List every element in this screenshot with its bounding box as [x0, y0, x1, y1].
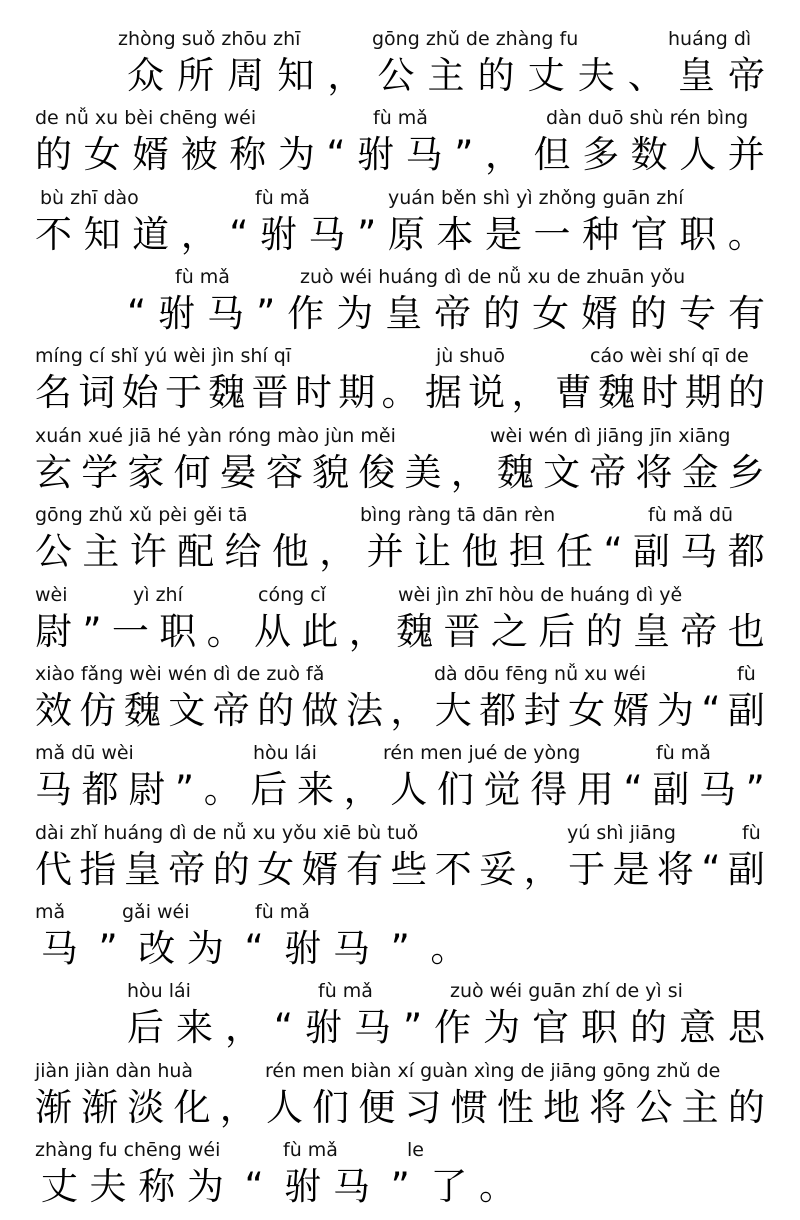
hanzi-char: 众 [127, 54, 164, 97]
hanzi-char: 晋 [443, 610, 481, 653]
hanzi-char: 说 [468, 371, 506, 414]
hanzi-char: ” [98, 927, 118, 970]
hanzi-char: ， [327, 54, 365, 97]
hanzi-char: 都 [81, 768, 119, 811]
hanzi-char: 他 [271, 530, 309, 573]
hanzi-char: 丈 [40, 1165, 78, 1208]
hanzi-char: ， [343, 768, 381, 811]
hanzi-char: 有 [727, 292, 765, 335]
hanzi-line [127, 291, 765, 337]
hanzi-char: 皇 [677, 54, 715, 97]
hanzi-char: 一 [111, 610, 149, 653]
pinyin-group: yuán běn shì yì zhǒng guān zhí [388, 187, 684, 209]
hanzi-char: 了 [430, 1165, 468, 1208]
hanzi-char: 副 [652, 768, 690, 811]
hanzi-char: 驸 [284, 927, 322, 970]
hanzi-char: 。 [206, 610, 244, 653]
hanzi-char: 词 [78, 371, 116, 414]
hanzi-char: 此 [301, 610, 339, 653]
hanzi-line [35, 529, 765, 575]
hanzi-char: 马 [40, 927, 78, 970]
hanzi-char: 主 [82, 530, 120, 573]
pinyin-group: zhàng fu chēng wéi [35, 1139, 221, 1161]
hanzi-char: 驸 [158, 292, 196, 335]
hanzi-char: 曹 [554, 371, 592, 414]
hanzi-char: 做 [301, 689, 339, 732]
hanzi-char: ” [174, 768, 195, 811]
hanzi-char: 。 [430, 927, 468, 970]
text-line-2 [0, 106, 800, 185]
hanzi-char: 据 [424, 371, 462, 414]
hanzi-char: 都 [479, 689, 517, 732]
hanzi-char: “ [273, 1006, 294, 1049]
hanzi-char: 数 [630, 133, 668, 176]
hanzi-char: 知 [83, 213, 121, 256]
pinyin-group: xuán xué jiā hé yàn róng mào jùn měi [35, 425, 396, 447]
hanzi-char: 人 [265, 1086, 303, 1129]
pinyin-group: fù mǎ [255, 901, 310, 923]
hanzi-char: “ [244, 1165, 264, 1208]
hanzi-char: 魏 [123, 689, 161, 732]
hanzi-char: ， [348, 610, 386, 653]
hanzi-char: 皇 [385, 292, 423, 335]
hanzi-char: 马 [35, 768, 72, 811]
hanzi-char: 官 [532, 1006, 570, 1049]
hanzi-char: 多 [582, 133, 620, 176]
hanzi-char: 俊 [358, 451, 396, 494]
pinyin-group: dà dōu fēng nǚ xu wéi [434, 663, 646, 685]
pinyin-group: bù zhī dào [40, 187, 139, 209]
hanzi-char: 任 [556, 530, 594, 573]
hanzi-char: ， [484, 133, 522, 176]
pinyin-group: zhòng suǒ zhōu zhī [118, 28, 301, 50]
hanzi-char: 改 [138, 927, 176, 970]
hanzi-char: 作 [287, 292, 325, 335]
hanzi-char: 地 [543, 1086, 581, 1129]
pinyin-group: rén men jué de yòng [383, 742, 581, 764]
hanzi-char: 。 [381, 371, 419, 414]
hanzi-char: ， [390, 689, 428, 732]
hanzi-char: “ [127, 292, 147, 335]
pinyin-group: mǎ dū wèi [35, 742, 134, 764]
pinyin-group: rén men biàn xí guàn xìng de jiāng gōng zhǔ de [265, 1060, 721, 1082]
text-line-13 [0, 979, 800, 1058]
hanzi-char: 公 [35, 530, 72, 573]
pinyin-group: huáng dì [668, 28, 752, 50]
hanzi-char: ” [390, 927, 410, 970]
hanzi-char: 时 [641, 371, 679, 414]
pinyin-group: bìng ràng tā dān rèn [360, 504, 556, 526]
hanzi-char: 女 [83, 133, 121, 176]
hanzi-char: 从 [254, 610, 292, 653]
hanzi-char: 何 [173, 451, 211, 494]
hanzi-char: 是 [612, 848, 650, 891]
hanzi-char: 魏 [396, 610, 434, 653]
hanzi-char: 作 [434, 1006, 472, 1049]
hanzi-char: 也 [727, 610, 765, 653]
hanzi-char: 被 [180, 133, 218, 176]
text-line-11 [0, 821, 800, 900]
pinyin-group: hòu lái [253, 742, 317, 764]
hanzi-char: 玄 [35, 451, 72, 494]
hanzi-char: ， [180, 213, 218, 256]
hanzi-char: 的 [727, 1086, 765, 1129]
hanzi-char: 的 [630, 292, 667, 335]
pinyin-group: yì zhí [133, 584, 183, 606]
text-line-9 [0, 662, 800, 741]
hanzi-char: 将 [656, 848, 694, 891]
hanzi-char: 的 [585, 610, 623, 653]
pinyin-group: gǎi wéi [122, 901, 190, 923]
pinyin-group: wèi wén dì jiāng jīn xiāng [490, 425, 731, 447]
hanzi-char: 主 [427, 54, 465, 97]
hanzi-line [35, 450, 765, 496]
hanzi-char: 将 [635, 451, 673, 494]
hanzi-char: 给 [224, 530, 262, 573]
hanzi-char: 得 [530, 768, 568, 811]
pinyin-group: jù shuō [436, 345, 505, 367]
pinyin-group: fù mǎ [255, 187, 310, 209]
hanzi-char: 惯 [450, 1086, 488, 1129]
hanzi-char: 帝 [168, 848, 206, 891]
pinyin-group: de nǚ xu bèi chēng wéi [35, 107, 257, 129]
hanzi-char: 本 [436, 213, 474, 256]
hanzi-char: “ [701, 689, 721, 732]
text-line-7 [0, 503, 800, 582]
hanzi-char: 马 [332, 1165, 370, 1208]
hanzi-char: ” [745, 768, 765, 811]
hanzi-char: 马 [405, 133, 443, 176]
hanzi-char: 期 [338, 371, 376, 414]
hanzi-char: 为 [277, 133, 315, 176]
hanzi-char: 驸 [259, 213, 297, 256]
hanzi-char: 配 [177, 530, 215, 573]
hanzi-char: “ [623, 768, 643, 811]
hanzi-char: 并 [366, 530, 404, 573]
hanzi-char: 人 [390, 768, 428, 811]
hanzi-char: 马 [354, 1006, 392, 1049]
hanzi-line [127, 1005, 765, 1051]
hanzi-char: 驸 [357, 133, 395, 176]
hanzi-char: 婿 [301, 848, 339, 891]
hanzi-char: 仿 [79, 689, 117, 732]
hanzi-char: 他 [461, 530, 499, 573]
text-line-1 [0, 27, 800, 106]
hanzi-char: 为 [336, 292, 374, 335]
hanzi-line [35, 132, 765, 178]
hanzi-char: 名 [35, 371, 72, 414]
hanzi-char: 原 [387, 213, 425, 256]
hanzi-char: 女 [532, 292, 570, 335]
hanzi-char: ” [390, 1165, 410, 1208]
hanzi-char: 于 [164, 371, 202, 414]
hanzi-char: 副 [633, 530, 671, 573]
pinyin-group: zuò wéi guān zhí de yì si [450, 980, 683, 1002]
text-line-3 [0, 186, 800, 265]
hanzi-char: ” [256, 292, 276, 335]
hanzi-char: 封 [523, 689, 561, 732]
hanzi-char: ” [357, 213, 377, 256]
text-line-5 [0, 344, 800, 423]
hanzi-char: 道 [132, 213, 170, 256]
hanzi-char: 不 [434, 848, 472, 891]
hanzi-char: 的 [483, 292, 521, 335]
hanzi-char: 皇 [123, 848, 161, 891]
hanzi-char: 大 [434, 689, 472, 732]
hanzi-line [35, 212, 765, 258]
hanzi-char: 婿 [132, 133, 170, 176]
hanzi-char: ” [402, 1006, 423, 1049]
hanzi-char: 代 [35, 848, 72, 891]
hanzi-char: 一 [533, 213, 571, 256]
hanzi-char: 乡 [727, 451, 765, 494]
hanzi-char: 帝 [212, 689, 250, 732]
hanzi-char: 尉 [35, 610, 72, 653]
hanzi-char: 所 [177, 54, 215, 97]
hanzi-char: 。 [479, 1165, 517, 1208]
hanzi-line [127, 53, 765, 99]
hanzi-char: 渐 [81, 1086, 119, 1129]
pinyin-group: dàn duō shù rén bìng [546, 107, 749, 129]
hanzi-char: 学 [81, 451, 119, 494]
hanzi-char: 马 [680, 530, 718, 573]
hanzi-char: 夫 [89, 1165, 127, 1208]
hanzi-char: 将 [589, 1086, 627, 1129]
hanzi-char: 女 [568, 689, 606, 732]
pinyin-group: fù mǎ [283, 1139, 338, 1161]
hanzi-char: 金 [681, 451, 719, 494]
hanzi-char: 主 [681, 1086, 719, 1129]
hanzi-char: 文 [168, 689, 206, 732]
hanzi-char: 许 [129, 530, 167, 573]
hanzi-char: 担 [508, 530, 546, 573]
pinyin-group: fù mǎ [318, 980, 373, 1002]
hanzi-char: 魏 [496, 451, 534, 494]
hanzi-char: 习 [404, 1086, 442, 1129]
hanzi-char: 尉 [128, 768, 166, 811]
pinyin-group: cáo wèi shí qī de [590, 345, 749, 367]
hanzi-char: 不 [35, 213, 72, 256]
hanzi-char: 婿 [581, 292, 619, 335]
hanzi-char: 称 [229, 133, 267, 176]
hanzi-char: 专 [678, 292, 716, 335]
hanzi-char: ， [523, 848, 561, 891]
hanzi-char: 职 [581, 1006, 619, 1049]
pinyin-group: fù [737, 663, 756, 685]
hanzi-line [35, 1085, 765, 1131]
pinyin-group: gōng zhǔ xǔ pèi gěi tā [35, 504, 248, 526]
hanzi-char: 晏 [219, 451, 257, 494]
hanzi-char: 皇 [633, 610, 671, 653]
hanzi-line [35, 926, 765, 972]
hanzi-char: 帝 [589, 451, 627, 494]
text-line-10 [0, 741, 800, 820]
hanzi-char: 之 [490, 610, 528, 653]
hanzi-char: 为 [483, 1006, 521, 1049]
hanzi-char: 的 [477, 54, 515, 97]
hanzi-char: 来 [297, 768, 335, 811]
hanzi-char: 让 [414, 530, 451, 573]
hanzi-char: 官 [630, 213, 668, 256]
hanzi-char: 马 [207, 292, 245, 335]
hanzi-char: ” [454, 133, 474, 176]
hanzi-char: 妥 [479, 848, 517, 891]
hanzi-char: 化 [173, 1086, 211, 1129]
hanzi-char: 副 [727, 689, 765, 732]
hanzi-char: ， [319, 530, 357, 573]
hanzi-char: 为 [186, 927, 224, 970]
hanzi-char: 些 [390, 848, 428, 891]
hanzi-char: 。 [203, 768, 241, 811]
hanzi-char: 马 [332, 927, 370, 970]
hanzi-line [35, 767, 765, 813]
hanzi-char: 们 [436, 768, 474, 811]
pinyin-group: fù mǎ [175, 266, 230, 288]
hanzi-char: 便 [358, 1086, 396, 1129]
hanzi-char: 婿 [612, 689, 650, 732]
hanzi-char: 帝 [727, 54, 765, 97]
pinyin-group: cóng cǐ [258, 584, 326, 606]
pinyin-group: zuò wéi huáng dì de nǚ xu de zhuān yǒu [300, 266, 686, 288]
hanzi-char: 法 [345, 689, 383, 732]
hanzi-char: “ [603, 530, 623, 573]
hanzi-char: 都 [727, 530, 765, 573]
hanzi-char: 称 [138, 1165, 176, 1208]
hanzi-char: 驸 [305, 1006, 343, 1049]
hanzi-char: 的 [728, 371, 765, 414]
hanzi-char: 用 [576, 768, 614, 811]
hanzi-char: 觉 [483, 768, 521, 811]
hanzi-char: 种 [582, 213, 620, 256]
hanzi-char: 淡 [127, 1086, 165, 1129]
pinyin-group: fù mǎ [373, 107, 428, 129]
pinyin-group: gōng zhǔ de zhàng fu [372, 28, 579, 50]
hanzi-char: 为 [656, 689, 694, 732]
hanzi-char: 马 [698, 768, 736, 811]
hanzi-char: 公 [377, 54, 415, 97]
hanzi-char: 职 [159, 610, 197, 653]
hanzi-char: 后 [538, 610, 576, 653]
hanzi-char: 始 [121, 371, 159, 414]
text-line-15 [0, 1138, 800, 1217]
pinyin-group: hòu lái [127, 980, 191, 1002]
hanzi-char: 人 [679, 133, 717, 176]
hanzi-char: 驸 [284, 1165, 322, 1208]
pinyin-group: fù mǎ [656, 742, 711, 764]
hanzi-char: 后 [127, 1006, 164, 1049]
pinyin-group: dài zhǐ huáng dì de nǚ xu yǒu xiē bù tuǒ [35, 822, 419, 844]
hanzi-line [35, 609, 765, 655]
hanzi-char: 家 [127, 451, 165, 494]
text-line-6 [0, 424, 800, 503]
hanzi-char: ” [82, 610, 102, 653]
hanzi-char: 们 [312, 1086, 350, 1129]
hanzi-char: “ [229, 213, 249, 256]
pinyin-group: le [407, 1139, 424, 1161]
hanzi-char: 为 [186, 1165, 224, 1208]
hanzi-char: 副 [727, 848, 765, 891]
hanzi-line [35, 370, 765, 416]
hanzi-char: 。 [727, 213, 765, 256]
hanzi-char: 貌 [312, 451, 350, 494]
hanzi-char: 后 [250, 768, 288, 811]
text-line-12 [0, 900, 800, 979]
hanzi-char: 魏 [598, 371, 636, 414]
hanzi-char: ， [450, 451, 488, 494]
hanzi-char: 的 [212, 848, 250, 891]
hanzi-char: 指 [79, 848, 117, 891]
hanzi-char: 帝 [680, 610, 718, 653]
hanzi-char: 帝 [434, 292, 472, 335]
hanzi-char: 、 [627, 54, 665, 97]
hanzi-char: 于 [568, 848, 606, 891]
hanzi-char: 并 [727, 133, 765, 176]
hanzi-char: 文 [543, 451, 581, 494]
hanzi-char: ， [219, 1086, 257, 1129]
hanzi-line [35, 847, 765, 893]
pinyin-group: wèi jìn zhī hòu de huáng dì yě [398, 584, 683, 606]
pinyin-group: xiào fǎng wèi wén dì de zuò fǎ [35, 663, 325, 685]
hanzi-char: 期 [684, 371, 722, 414]
hanzi-char: 渐 [35, 1086, 72, 1129]
hanzi-char: 意 [678, 1006, 716, 1049]
hanzi-char: 晋 [251, 371, 289, 414]
hanzi-char: 马 [308, 213, 346, 256]
hanzi-char: ， [511, 371, 549, 414]
text-line-4 [0, 265, 800, 344]
hanzi-char: 时 [294, 371, 332, 414]
pinyin-group: fù mǎ dū [648, 504, 734, 526]
hanzi-char: 有 [345, 848, 383, 891]
hanzi-char: 公 [635, 1086, 673, 1129]
hanzi-char: 知 [277, 54, 315, 97]
hanzi-char: 周 [227, 54, 265, 97]
hanzi-char: 丈 [527, 54, 565, 97]
pinyin-group: míng cí shǐ yú wèi jìn shí qī [35, 345, 292, 367]
hanzi-char: 的 [630, 1006, 667, 1049]
hanzi-char: 效 [35, 689, 72, 732]
pinyin-group: yú shì jiāng [567, 822, 676, 844]
pinyin-group: jiàn jiàn dàn huà [35, 1060, 194, 1082]
hanzi-char: “ [326, 133, 346, 176]
pinyin-group: wèi [35, 584, 68, 606]
hanzi-char: 夫 [577, 54, 615, 97]
hanzi-char: 女 [257, 848, 295, 891]
hanzi-char: “ [701, 848, 721, 891]
hanzi-char: ， [224, 1006, 262, 1049]
hanzi-char: 的 [257, 689, 295, 732]
hanzi-char: 是 [484, 213, 522, 256]
pinyin-group: mǎ [35, 901, 66, 923]
hanzi-char: 来 [175, 1006, 213, 1049]
hanzi-char: 魏 [208, 371, 246, 414]
hanzi-line [35, 688, 765, 734]
hanzi-char: “ [244, 927, 264, 970]
pinyin-group: fù [742, 822, 761, 844]
hanzi-char: 思 [727, 1006, 765, 1049]
hanzi-char: 职 [679, 213, 717, 256]
hanzi-char: 美 [404, 451, 442, 494]
text-line-8 [0, 583, 800, 662]
hanzi-char: 但 [533, 133, 571, 176]
hanzi-char: 容 [265, 451, 303, 494]
hanzi-char: 的 [35, 133, 72, 176]
hanzi-line [35, 1164, 765, 1210]
hanzi-char: 性 [496, 1086, 534, 1129]
text-line-14 [0, 1059, 800, 1138]
